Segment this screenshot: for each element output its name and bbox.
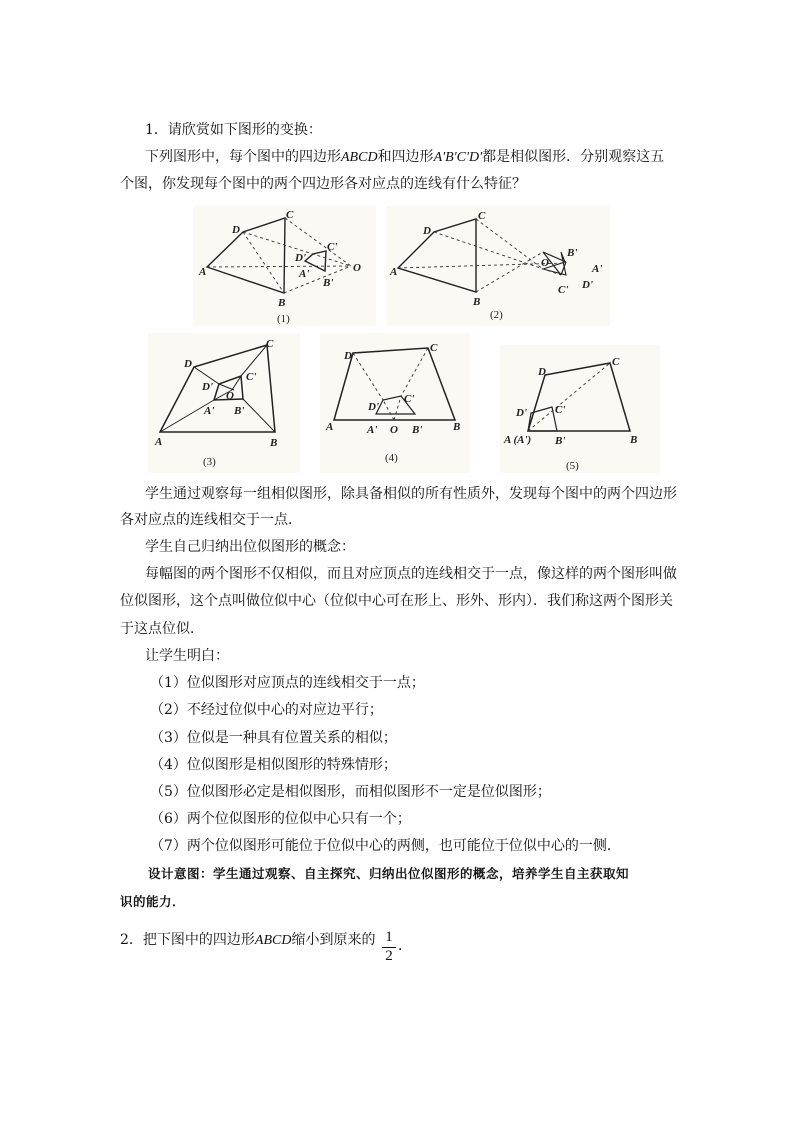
label-A: A: [199, 266, 207, 278]
text: 2．把下图中的四边形: [120, 932, 255, 948]
caption-1: (1): [277, 313, 290, 325]
label-O: O: [353, 262, 361, 274]
caption-4: (4): [385, 452, 398, 464]
label-D: D: [184, 358, 192, 370]
label-B: B: [453, 421, 461, 433]
label-C1: C': [555, 404, 566, 416]
label-D: D: [423, 225, 431, 237]
definition-line3: 于这点位似．: [120, 621, 204, 637]
list-item-4: （4）位似图形是相似图形的特殊情形；: [150, 757, 397, 773]
text: 都是相似图形．分别观察这五: [482, 149, 665, 165]
quad-abcd: [398, 219, 476, 292]
text: 和四边形: [377, 149, 434, 165]
design-intent-line1: 设计意图：学生通过观察、自主探究、归纳出位似图形的概念，培养学生自主获取知: [148, 866, 630, 881]
section-2-question: [120, 931, 375, 950]
label-B: B: [473, 296, 481, 308]
figure-5: [500, 345, 660, 473]
label-D1: D': [202, 381, 213, 393]
question-end-period: ．: [398, 938, 412, 954]
label-D1: D': [295, 252, 306, 264]
label-A1: A': [204, 405, 215, 417]
label-C: C: [430, 342, 438, 354]
figure-2: [386, 206, 610, 326]
label-B1: B': [323, 277, 334, 289]
label-O: O: [390, 424, 398, 436]
math-abcd: ABCD: [254, 933, 292, 948]
label-D1: D': [516, 407, 527, 419]
figure-4: [320, 333, 470, 473]
label-C1: C': [327, 241, 338, 253]
label-A: A: [326, 421, 334, 433]
fraction-one-half: [382, 930, 396, 964]
label-A: A: [155, 436, 163, 448]
paragraph-observe-line1: 学生通过观察每一组相似图形，除具备相似的所有性质外，发现每个图中的两个四边形: [145, 486, 677, 502]
label-D: D: [344, 350, 352, 362]
label-A1: A': [299, 268, 310, 280]
design-intent-line2: 识的能力．: [120, 894, 186, 909]
label-B1: B': [567, 247, 578, 259]
caption-5: (5): [566, 460, 579, 472]
label-O: O: [226, 390, 234, 402]
definition-line2: 位似图形，这个点叫做位似中心（位似中心可在形上、形外、形内）．我们称这两个图形关: [120, 593, 673, 609]
label-A-A1: A (A'): [504, 434, 532, 446]
label-B1: B': [555, 435, 566, 447]
list-item-6: （6）两个位似图形的位似中心只有一个；: [150, 811, 411, 827]
caption-2: (2): [490, 309, 503, 321]
label-C: C: [266, 338, 274, 350]
label-A1: A': [592, 263, 603, 275]
understand-heading: 让学生明白：: [145, 648, 229, 664]
label-D: D: [538, 366, 546, 378]
label-C1: C': [246, 371, 257, 383]
quad-abcd: [207, 218, 285, 293]
label-D1: D': [582, 279, 593, 291]
label-A1: A': [367, 424, 378, 436]
list-item-1: （1）位似图形对应顶点的连线相交于一点；: [150, 675, 425, 691]
paragraph-intro-line1: [145, 148, 664, 167]
list-item-7: （7）两个位似图形可能位于位似中心的两侧，也可能位于位似中心的一侧．: [150, 838, 621, 854]
label-D: D: [232, 224, 240, 236]
caption-3: (3): [203, 456, 216, 468]
label-C: C: [612, 356, 620, 368]
label-B: B: [278, 297, 286, 309]
quad-abcd: [334, 348, 455, 420]
math-abcd-prime: A'B'C'D': [433, 150, 483, 165]
label-B: B: [630, 434, 638, 446]
figure-1: [193, 206, 376, 326]
fraction-denominator: 2: [385, 948, 393, 964]
list-item-2: （2）不经过位似中心的对应边平行；: [150, 702, 383, 718]
label-B1: B': [412, 424, 423, 436]
section-1-heading: 1．请欣赏如下图形的变换：: [145, 122, 322, 138]
figure-3: [148, 333, 300, 473]
text: 缩小到原来的: [291, 932, 376, 948]
label-C1: C': [558, 284, 569, 296]
label-D1: D': [368, 401, 379, 413]
math-abcd: ABCD: [341, 150, 378, 165]
paragraph-intro-line2: 个图，你发现每个图中的两个四边形各对应点的连线有什么特征？: [120, 176, 526, 192]
text: 下列图形中，每个图中的四边形: [145, 149, 341, 165]
fraction-numerator: 1: [385, 929, 393, 945]
definition-line1: 每幅图的两个图形不仅相似，而且对应顶点的连线相交于一点，像这样的两个图形叫做: [145, 566, 677, 582]
label-C: C: [286, 209, 294, 221]
list-item-5: （5）位似图形必定是相似图形，而相似图形不一定是位似图形；: [150, 784, 551, 800]
label-C1: C': [404, 393, 415, 405]
paragraph-observe-line2: 各对应点的连线相交于一点．: [120, 512, 302, 528]
label-O: O: [541, 257, 549, 269]
paragraph-summary: 学生自己归纳出位似图形的概念：: [145, 539, 355, 555]
label-A: A: [390, 266, 398, 278]
label-B1: B': [234, 405, 245, 417]
label-C: C: [478, 210, 486, 222]
label-B: B: [270, 437, 278, 449]
list-item-3: （3）位似是一种具有位置关系的相似；: [150, 730, 397, 746]
